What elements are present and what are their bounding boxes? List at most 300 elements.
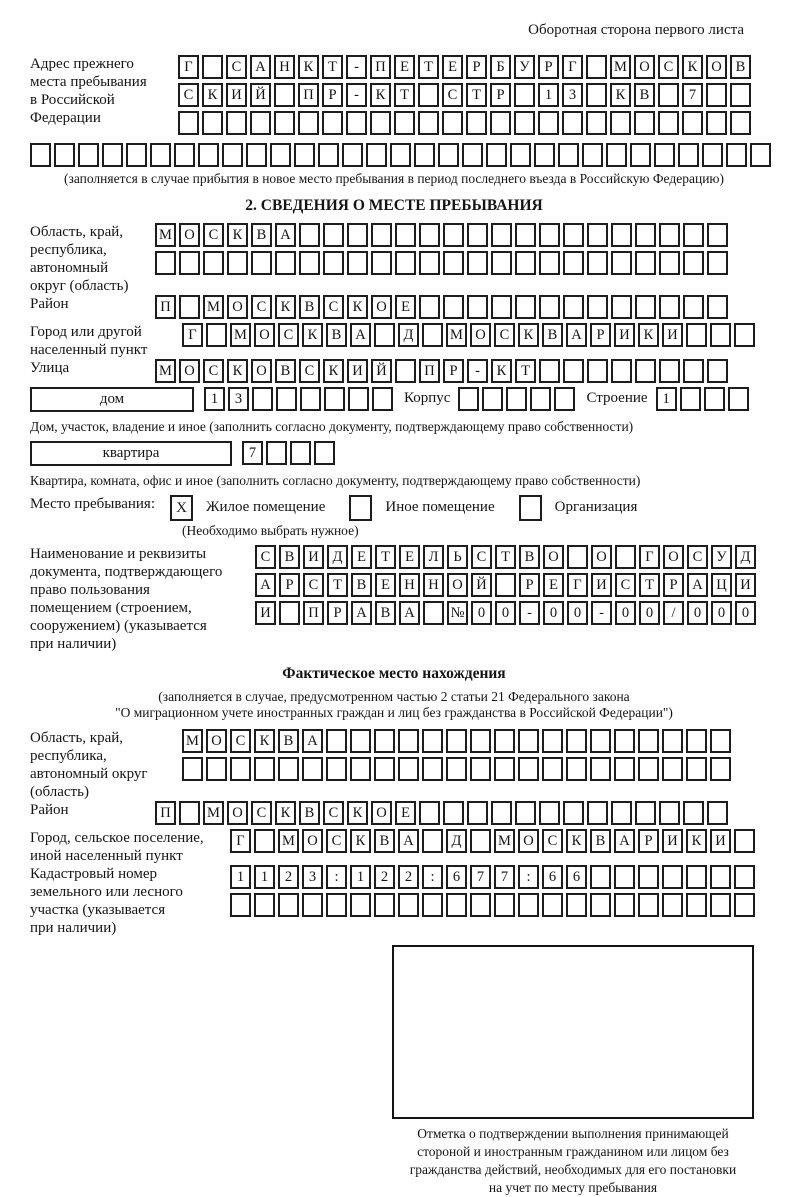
stamp-area bbox=[392, 945, 758, 1197]
char-cell: Т bbox=[327, 573, 348, 597]
char-cell bbox=[662, 729, 683, 753]
char-cell: С bbox=[658, 55, 679, 79]
char-cell bbox=[726, 143, 747, 167]
char-cell bbox=[562, 111, 583, 135]
char-cell: М bbox=[155, 223, 176, 247]
char-cell bbox=[611, 223, 632, 247]
label-line: Кадастровый номер bbox=[30, 866, 157, 882]
char-cell: Й bbox=[471, 573, 492, 597]
char-cell: К bbox=[323, 359, 344, 383]
label-line: Город или другой bbox=[30, 324, 142, 340]
char-cell: А bbox=[398, 829, 419, 853]
char-cell: О bbox=[591, 545, 612, 569]
char-cell bbox=[446, 893, 467, 917]
char-cell: У bbox=[711, 545, 732, 569]
checkbox-residential: X bbox=[170, 495, 193, 521]
char-cell bbox=[254, 757, 275, 781]
char-cell: С bbox=[299, 359, 320, 383]
char-cell bbox=[300, 387, 321, 411]
char-cell: 2 bbox=[278, 865, 299, 889]
char-cell bbox=[730, 83, 751, 107]
char-cell bbox=[274, 83, 295, 107]
char-cell bbox=[707, 223, 728, 247]
char-cell: - bbox=[591, 601, 612, 625]
char-cell bbox=[398, 757, 419, 781]
korpus-cells bbox=[458, 387, 578, 411]
char-cell bbox=[227, 251, 248, 275]
char-cell: О bbox=[447, 573, 468, 597]
char-cell: Т bbox=[394, 83, 415, 107]
char-cell: М bbox=[230, 323, 251, 347]
char-cell: К bbox=[275, 295, 296, 319]
char-cell: С bbox=[615, 573, 636, 597]
char-cell bbox=[686, 893, 707, 917]
char-cell bbox=[706, 111, 727, 135]
char-cell: И bbox=[662, 323, 683, 347]
char-cell bbox=[374, 729, 395, 753]
char-cell bbox=[630, 143, 651, 167]
char-cell: К bbox=[370, 83, 391, 107]
char-cell bbox=[418, 83, 439, 107]
char-cell bbox=[678, 143, 699, 167]
char-cell bbox=[554, 387, 575, 411]
char-cell: О bbox=[227, 295, 248, 319]
char-cell: А bbox=[566, 323, 587, 347]
stay-type-label: Место пребывания: bbox=[30, 496, 155, 512]
stamp-box bbox=[392, 945, 754, 1119]
char-cell bbox=[587, 223, 608, 247]
char-cell bbox=[635, 295, 656, 319]
char-cell bbox=[30, 143, 51, 167]
page-side-note: Оборотная сторона первого листа bbox=[528, 22, 744, 38]
char-cell: 0 bbox=[735, 601, 756, 625]
char-cell bbox=[250, 111, 271, 135]
char-cell bbox=[443, 801, 464, 825]
fact-district-label: Район bbox=[30, 802, 69, 818]
char-cell bbox=[659, 223, 680, 247]
char-cell: Е bbox=[442, 55, 463, 79]
apartment-block bbox=[30, 441, 758, 469]
fact-district-block bbox=[30, 801, 758, 829]
region-block bbox=[30, 223, 758, 295]
house-block bbox=[30, 387, 758, 415]
char-cell: С bbox=[326, 829, 347, 853]
char-cell bbox=[324, 387, 345, 411]
label-line: автономный округ bbox=[30, 766, 148, 782]
label-line: Федерации bbox=[30, 110, 101, 126]
char-cell: Р bbox=[322, 83, 343, 107]
prev-address-row-3 bbox=[178, 111, 754, 135]
house-note: Дом, участок, владение и иное (заполнить согласно документу, подтверждающему право собственности) bbox=[30, 419, 634, 434]
char-cell bbox=[470, 729, 491, 753]
char-cell bbox=[610, 111, 631, 135]
char-cell bbox=[590, 893, 611, 917]
char-cell: № bbox=[447, 601, 468, 625]
char-cell: Ц bbox=[711, 573, 732, 597]
stay-type-note: (Необходимо выбрать нужное) bbox=[182, 523, 359, 538]
char-cell: М bbox=[203, 801, 224, 825]
char-cell: 6 bbox=[542, 865, 563, 889]
char-cell bbox=[54, 143, 75, 167]
char-cell: В bbox=[299, 295, 320, 319]
cadastral-block bbox=[30, 865, 758, 937]
label-line: (область) bbox=[30, 784, 89, 800]
char-cell bbox=[279, 601, 300, 625]
char-cell: А bbox=[255, 573, 276, 597]
char-cell: О bbox=[663, 545, 684, 569]
char-cell: - bbox=[467, 359, 488, 383]
char-cell: Е bbox=[394, 55, 415, 79]
char-cell bbox=[638, 865, 659, 889]
char-cell bbox=[659, 295, 680, 319]
option-residential-label: Жилое помещение bbox=[206, 499, 326, 515]
char-cell bbox=[202, 55, 223, 79]
document-row-2 bbox=[255, 573, 759, 597]
char-cell bbox=[659, 801, 680, 825]
char-cell: К bbox=[350, 829, 371, 853]
apartment-cells bbox=[242, 441, 338, 465]
char-cell bbox=[398, 729, 419, 753]
fact-city-block bbox=[30, 829, 758, 865]
char-cell bbox=[702, 143, 723, 167]
label-line: сооружением) (указывается bbox=[30, 618, 207, 634]
char-cell: Н bbox=[399, 573, 420, 597]
label-line: округ (область) bbox=[30, 278, 129, 294]
char-cell: С bbox=[251, 295, 272, 319]
char-cell: П bbox=[303, 601, 324, 625]
label-line: Область, край, bbox=[30, 730, 124, 746]
char-cell bbox=[707, 801, 728, 825]
district-label: Район bbox=[30, 296, 69, 312]
char-cell: Т bbox=[466, 83, 487, 107]
char-cell bbox=[542, 729, 563, 753]
char-cell bbox=[150, 143, 171, 167]
fact-region-block bbox=[30, 729, 758, 801]
char-cell: 1 bbox=[254, 865, 275, 889]
char-cell bbox=[567, 545, 588, 569]
char-cell bbox=[683, 801, 704, 825]
char-cell bbox=[658, 83, 679, 107]
char-cell bbox=[538, 111, 559, 135]
char-cell: А bbox=[275, 223, 296, 247]
char-cell bbox=[566, 893, 587, 917]
char-cell bbox=[563, 801, 584, 825]
city-row bbox=[182, 323, 758, 347]
char-cell bbox=[539, 251, 560, 275]
document-row-1 bbox=[255, 545, 759, 569]
char-cell bbox=[566, 757, 587, 781]
char-cell bbox=[302, 893, 323, 917]
char-cell bbox=[206, 757, 227, 781]
document-block bbox=[30, 545, 758, 653]
char-cell: 1 bbox=[538, 83, 559, 107]
char-cell bbox=[590, 757, 611, 781]
char-cell bbox=[446, 757, 467, 781]
char-cell: К bbox=[638, 323, 659, 347]
char-cell: М bbox=[494, 829, 515, 853]
char-cell: 1 bbox=[230, 865, 251, 889]
char-cell bbox=[710, 757, 731, 781]
char-cell: С bbox=[303, 573, 324, 597]
char-cell bbox=[276, 387, 297, 411]
char-cell bbox=[414, 143, 435, 167]
fact-city-row bbox=[230, 829, 758, 853]
char-cell: 6 bbox=[446, 865, 467, 889]
char-cell: О bbox=[543, 545, 564, 569]
char-cell: О bbox=[470, 323, 491, 347]
char-cell bbox=[342, 143, 363, 167]
char-cell: В bbox=[634, 83, 655, 107]
char-cell: П bbox=[155, 801, 176, 825]
char-cell bbox=[638, 757, 659, 781]
char-cell bbox=[566, 729, 587, 753]
char-cell bbox=[442, 111, 463, 135]
char-cell bbox=[78, 143, 99, 167]
region-label bbox=[30, 223, 155, 295]
char-cell: И bbox=[255, 601, 276, 625]
char-cell bbox=[372, 387, 393, 411]
char-cell bbox=[179, 801, 200, 825]
char-cell bbox=[750, 143, 771, 167]
char-cell bbox=[366, 143, 387, 167]
street-row bbox=[155, 359, 731, 383]
char-cell: О bbox=[302, 829, 323, 853]
char-cell bbox=[686, 865, 707, 889]
house-number-cells bbox=[204, 387, 396, 411]
char-cell bbox=[530, 387, 551, 411]
char-cell bbox=[491, 295, 512, 319]
char-cell: - bbox=[519, 601, 540, 625]
stroenie-cells bbox=[656, 387, 752, 411]
char-cell: Н bbox=[274, 55, 295, 79]
char-cell: К bbox=[227, 359, 248, 383]
char-cell: С bbox=[230, 729, 251, 753]
char-cell: 0 bbox=[615, 601, 636, 625]
char-cell bbox=[443, 295, 464, 319]
char-cell bbox=[611, 359, 632, 383]
char-cell: К bbox=[518, 323, 539, 347]
label-line: при наличии) bbox=[30, 920, 117, 936]
label-line: помещением (строением, bbox=[30, 600, 192, 616]
label-line: Отметка о подтверждении выполнения принимающей bbox=[417, 1126, 729, 1141]
char-cell: С bbox=[323, 295, 344, 319]
char-cell bbox=[394, 111, 415, 135]
char-cell: 0 bbox=[711, 601, 732, 625]
char-cell bbox=[302, 757, 323, 781]
char-cell: В bbox=[542, 323, 563, 347]
char-cell bbox=[490, 111, 511, 135]
char-cell bbox=[419, 801, 440, 825]
char-cell bbox=[422, 829, 443, 853]
char-cell: К bbox=[686, 829, 707, 853]
char-cell bbox=[350, 893, 371, 917]
char-cell: К bbox=[227, 223, 248, 247]
char-cell bbox=[274, 111, 295, 135]
char-cell: К bbox=[202, 83, 223, 107]
char-cell bbox=[662, 865, 683, 889]
char-cell bbox=[734, 893, 755, 917]
char-cell bbox=[730, 111, 751, 135]
char-cell: И bbox=[614, 323, 635, 347]
char-cell: К bbox=[298, 55, 319, 79]
char-cell: О bbox=[706, 55, 727, 79]
char-cell bbox=[374, 757, 395, 781]
char-cell: М bbox=[182, 729, 203, 753]
char-cell bbox=[682, 111, 703, 135]
char-cell: С bbox=[494, 323, 515, 347]
char-cell: В bbox=[251, 223, 272, 247]
char-cell bbox=[683, 251, 704, 275]
char-cell bbox=[374, 893, 395, 917]
char-cell: А bbox=[250, 55, 271, 79]
char-cell bbox=[390, 143, 411, 167]
char-cell: М bbox=[278, 829, 299, 853]
checkbox-other-premises bbox=[349, 495, 372, 521]
char-cell bbox=[314, 441, 335, 465]
char-cell bbox=[419, 223, 440, 247]
char-cell: Р bbox=[638, 829, 659, 853]
char-cell bbox=[634, 111, 655, 135]
char-cell bbox=[323, 223, 344, 247]
label-line: населенный пункт bbox=[30, 342, 148, 358]
char-cell bbox=[542, 757, 563, 781]
char-cell: Т bbox=[495, 545, 516, 569]
char-cell bbox=[734, 829, 755, 853]
char-cell bbox=[662, 893, 683, 917]
char-cell: А bbox=[687, 573, 708, 597]
char-cell bbox=[438, 143, 459, 167]
char-cell bbox=[510, 143, 531, 167]
label-line: автономный bbox=[30, 260, 109, 276]
korpus-label: Корпус bbox=[404, 390, 451, 406]
actual-location-title: Фактическое место нахождения bbox=[282, 665, 506, 682]
char-cell bbox=[659, 251, 680, 275]
char-cell bbox=[491, 801, 512, 825]
section2-title: 2. СВЕДЕНИЯ О МЕСТЕ ПРЕБЫВАНИЯ bbox=[245, 197, 543, 214]
char-cell bbox=[326, 729, 347, 753]
char-cell: Т bbox=[322, 55, 343, 79]
char-cell: В bbox=[375, 601, 396, 625]
char-cell: В bbox=[351, 573, 372, 597]
option-other-premises-label: Иное помещение bbox=[385, 499, 495, 515]
char-cell bbox=[270, 143, 291, 167]
char-cell bbox=[179, 251, 200, 275]
char-cell: Р bbox=[443, 359, 464, 383]
char-cell bbox=[563, 359, 584, 383]
char-cell: Р bbox=[663, 573, 684, 597]
char-cell: Р bbox=[279, 573, 300, 597]
cadastral-row-2 bbox=[230, 893, 758, 917]
char-cell: - bbox=[346, 83, 367, 107]
char-cell bbox=[422, 729, 443, 753]
char-cell bbox=[467, 223, 488, 247]
char-cell bbox=[254, 829, 275, 853]
char-cell bbox=[615, 545, 636, 569]
char-cell: / bbox=[663, 601, 684, 625]
char-cell: Й bbox=[371, 359, 392, 383]
char-cell: - bbox=[346, 55, 367, 79]
char-cell bbox=[494, 893, 515, 917]
fact-district-row bbox=[155, 801, 731, 825]
char-cell bbox=[347, 251, 368, 275]
char-cell: М bbox=[610, 55, 631, 79]
char-cell: И bbox=[347, 359, 368, 383]
char-cell bbox=[395, 359, 416, 383]
char-cell bbox=[494, 729, 515, 753]
char-cell bbox=[198, 143, 219, 167]
char-cell bbox=[462, 143, 483, 167]
char-cell: 7 bbox=[494, 865, 515, 889]
district-block bbox=[30, 295, 758, 323]
char-cell bbox=[278, 757, 299, 781]
char-cell bbox=[418, 111, 439, 135]
char-cell bbox=[395, 251, 416, 275]
actual-location-note-1: (заполняется в случае, предусмотренном частью 2 статьи 21 Федерального закона bbox=[158, 689, 630, 704]
char-cell bbox=[614, 865, 635, 889]
char-cell bbox=[635, 251, 656, 275]
char-cell: 3 bbox=[562, 83, 583, 107]
char-cell bbox=[346, 111, 367, 135]
char-cell: П bbox=[155, 295, 176, 319]
char-cell bbox=[182, 757, 203, 781]
char-cell: Г bbox=[567, 573, 588, 597]
char-cell: С bbox=[323, 801, 344, 825]
char-cell: К bbox=[682, 55, 703, 79]
char-cell: 0 bbox=[687, 601, 708, 625]
char-cell bbox=[586, 83, 607, 107]
label-line: на учет по месту пребывания bbox=[488, 1180, 658, 1195]
char-cell bbox=[203, 251, 224, 275]
char-cell bbox=[539, 359, 560, 383]
char-cell bbox=[515, 251, 536, 275]
char-cell bbox=[371, 223, 392, 247]
char-cell bbox=[398, 893, 419, 917]
char-cell bbox=[494, 757, 515, 781]
char-cell bbox=[326, 893, 347, 917]
char-cell bbox=[582, 143, 603, 167]
char-cell bbox=[226, 111, 247, 135]
char-cell bbox=[370, 111, 391, 135]
char-cell: 3 bbox=[228, 387, 249, 411]
char-cell: В bbox=[299, 801, 320, 825]
char-cell bbox=[658, 111, 679, 135]
char-cell bbox=[202, 111, 223, 135]
char-cell: И bbox=[591, 573, 612, 597]
char-cell: Г bbox=[230, 829, 251, 853]
char-cell bbox=[467, 801, 488, 825]
char-cell: С bbox=[178, 83, 199, 107]
char-cell bbox=[467, 251, 488, 275]
char-cell: 1 bbox=[350, 865, 371, 889]
char-cell: : bbox=[518, 865, 539, 889]
char-cell: Т bbox=[418, 55, 439, 79]
char-cell: О bbox=[371, 801, 392, 825]
char-cell bbox=[683, 295, 704, 319]
cadastral-row-1 bbox=[230, 865, 758, 889]
char-cell: Д bbox=[327, 545, 348, 569]
char-cell: В bbox=[374, 829, 395, 853]
char-cell: О bbox=[179, 223, 200, 247]
char-cell: У bbox=[514, 55, 535, 79]
char-cell bbox=[467, 295, 488, 319]
char-cell: С bbox=[203, 223, 224, 247]
label-line: Адрес прежнего bbox=[30, 56, 134, 72]
char-cell bbox=[686, 757, 707, 781]
char-cell bbox=[174, 143, 195, 167]
char-cell bbox=[155, 251, 176, 275]
char-cell bbox=[611, 251, 632, 275]
char-cell bbox=[230, 893, 251, 917]
